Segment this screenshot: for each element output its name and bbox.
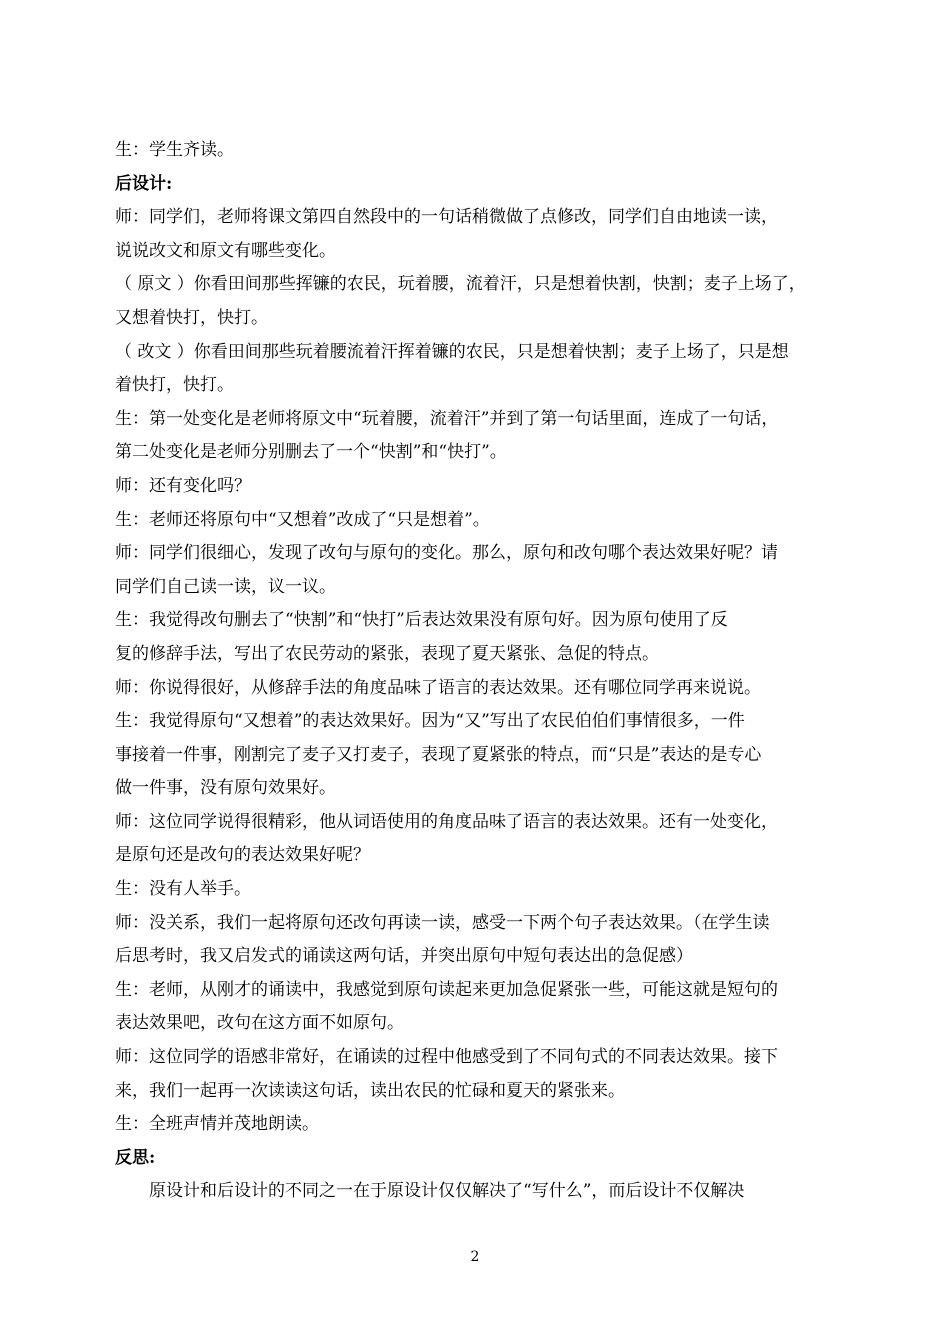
text-line: 师：这位同学说得很精彩，他从词语使用的角度品味了语言的表达效果。还有一处变化， [115,811,778,832]
text-line: 师：同学们很细心，发现了改句与原句的变化。那么，原句和改句哪个表达效果好呢？请 [115,543,778,564]
text-line: 师：你说得很好，从修辞手法的角度品味了语言的表达效果。还有哪位同学再来说说。 [115,677,761,698]
text-line: 做一件事，没有原句效果好。 [115,778,336,799]
text-line: 又想着快打，快打。 [115,307,268,328]
text-line: 复的修辞手法，写出了农民劳动的紧张，表现了夏天紧张、急促的特点。 [115,643,659,664]
text-line: 原设计和后设计的不同之一在于原设计仅仅解决了“写什么”，而后设计不仅解决 [149,1181,745,1202]
text-line: 后思考时，我又启发式的诵读这两句话，并突出原句中短句表达出的急促感） [115,946,693,967]
text-line: 师：还有变化吗？ [115,475,251,496]
text-line: 事接着一件事，刚割完了麦子又打麦子，表现了夏紧张的特点，而“只是”表达的是专心 [115,744,762,765]
text-line: （ 改文 ）你看田间那些玩着腰流着汗挥着镰的农民，只是想着快割；麦子上场了，只是想 [115,341,789,362]
text-line: 师：这位同学的语感非常好，在诵读的过程中他感受到了不同句式的不同表达效果。接下 [115,1047,778,1068]
text-line: 师：没关系，我们一起将原句还改句再读一读，感受一下两个句子表达效果。（在学生读 [115,912,770,933]
section-heading: 后设计: [115,173,173,194]
text-line: 生：第一处变化是老师将原文中“玩着腰，流着汗”并到了第一句话里面，连成了一句话， [115,408,779,429]
section-heading: 反思: [115,1147,156,1168]
text-line: 来，我们一起再一次读读这句话，读出农民的忙碌和夏天的紧张来。 [115,1080,625,1101]
text-line: 生：学生齐读。 [115,140,234,160]
page-number: 2 [470,1249,480,1265]
text-line: 生：全班声情并茂地朗读。 [115,1114,319,1135]
text-line: 生：我觉得原句“又想着”的表达效果好。因为“又”写出了农民伯伯们事情很多，一件 [115,711,745,732]
text-line: （ 原文 ）你看田间那些挥镰的农民，玩着腰，流着汗，只是想着快割，快割；麦子上场了， [115,274,806,295]
text-line: 师：同学们，老师将课文第四自然段中的一句话稍微做了点修改，同学们自由地读一读， [115,207,778,228]
text-line: 说说改文和原文有哪些变化。 [115,240,336,261]
text-line: 生：老师还将原句中“又想着”改成了“只是想着”。 [115,509,490,530]
text-line: 生：没有人举手。 [115,879,251,900]
document-body [115,134,853,1209]
text-line: 表达效果吧，改句在这方面不如原句。 [115,1013,404,1034]
text-line: 第二处变化是老师分别删去了一个“快割”和“快打”。 [115,442,507,463]
text-line: 生：我觉得改句删去了“快割”和“快打”后表达效果没有原句好。因为原句使用了反 [115,610,728,631]
text-line: 是原句还是改句的表达效果好呢？ [115,845,370,866]
text-line: 着快打，快打。 [115,375,234,396]
text-line: 生：老师，从刚才的诵读中，我感觉到原句读起来更加急促紧张一些，可能这就是短句的 [115,979,778,1000]
text-line: 同学们自己读一读，议一议。 [115,576,336,597]
